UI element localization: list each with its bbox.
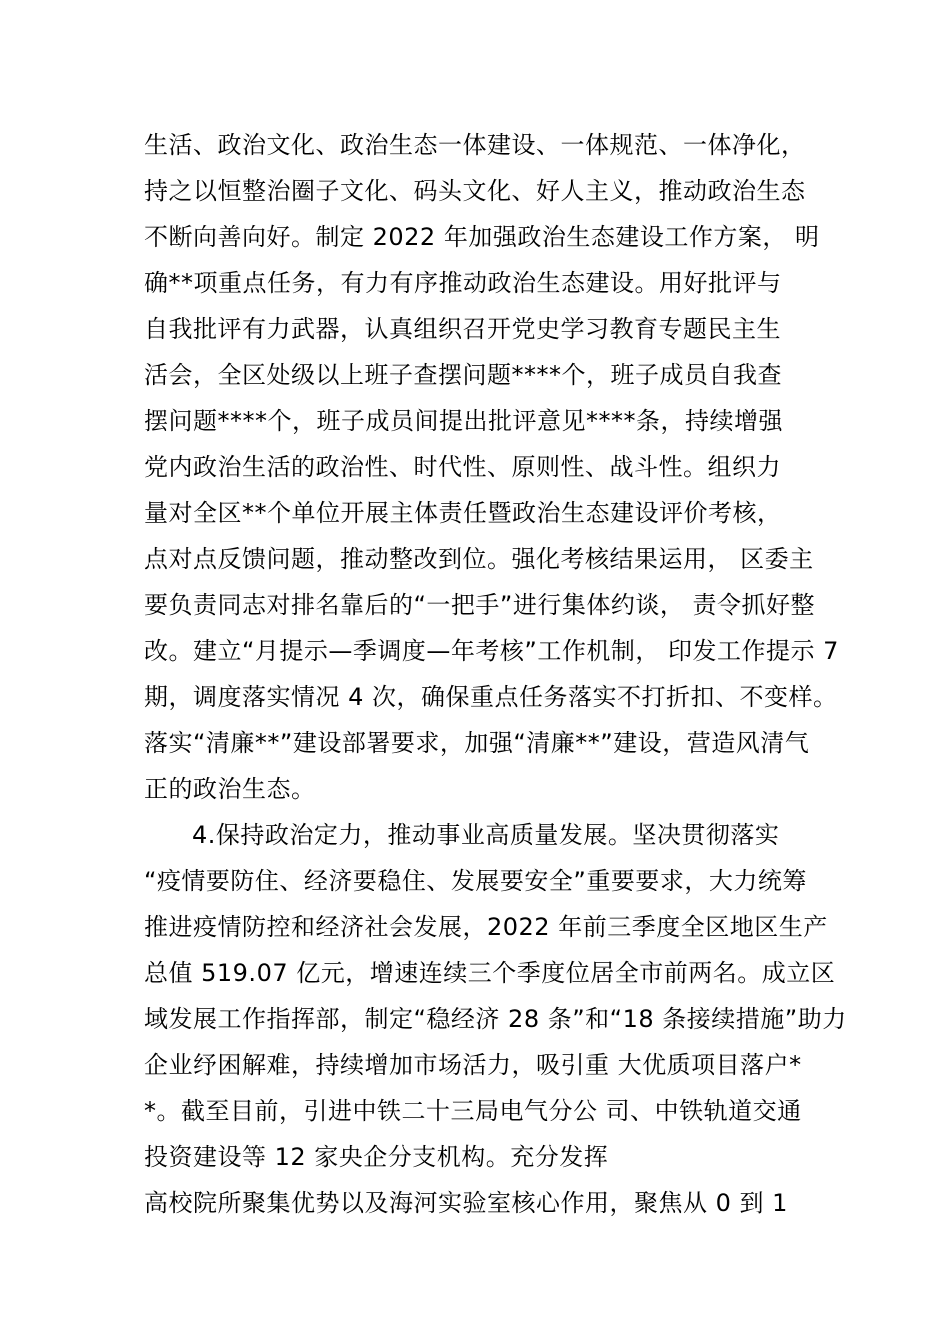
text-line: 点对点反馈问题，推动整改到位。强化考核结果运用， 区委主 [144, 545, 814, 573]
text-line: 高校院所聚集优势以及海河实验室核心作用，聚焦从 0 到 1 [144, 1189, 788, 1217]
text-line: “疫情要防住、经济要稳住、发展要安全”重要要求，大力统筹 [144, 867, 807, 895]
text-line: 期，调度落实情况 4 次，确保重点任务落实不打折扣、不变样。 [144, 683, 838, 711]
text-line: 摆问题****个，班子成员间提出批评意见****条，持续增强 [144, 407, 783, 435]
text-line: 量对全区**个单位开展主体责任暨政治生态建设评价考核， [144, 499, 782, 527]
text-line: *。截至目前，引进中铁二十三局电气分公 司、中铁轨道交通 [144, 1097, 802, 1125]
text-line: 自我批评有力武器，认真组织召开党史学习教育专题民主生 [144, 315, 781, 343]
text-line: 总值 519.07 亿元，增速连续三个季度位居全市前两名。成立区 [144, 959, 836, 987]
text-line: 域发展工作指挥部，制定“稳经济 28 条”和“18 条接续措施”助力 [144, 1005, 847, 1033]
text-line: 推进疫情防控和经济社会发展，2022 年前三季度全区地区生产 [144, 913, 828, 941]
text-line: 正的政治生态。 [144, 775, 316, 803]
paragraph-heading: 4.保持政治定力，推动事业高质量发展。坚决贯彻落实 [192, 821, 780, 849]
text-line: 投资建设等 12 家央企分支机构。充分发挥 [144, 1143, 609, 1171]
text-line: 持之以恒整治圈子文化、码头文化、好人主义，推动政治生态 [144, 177, 806, 205]
text-line: 确**项重点任务，有力有序推动政治生态建设。用好批评与 [144, 269, 782, 297]
text-line: 活会，全区处级以上班子查摆问题****个，班子成员自我查 [144, 361, 782, 389]
text-line: 生活、政治文化、政治生态一体建设、一体规范、一体净化， [144, 131, 806, 159]
text-line: 党内政治生活的政治性、时代性、原则性、战斗性。组织力 [144, 453, 781, 481]
text-line: 要负责同志对排名靠后的“一把手”进行集体约谈， 责令抓好整 [144, 591, 815, 619]
text-line: 改。建立“月提示—季调度—年考核”工作机制， 印发工作提示 7 [144, 637, 839, 665]
text-line: 落实“清廉**”建设部署要求，加强“清廉**”建设，营造风清气 [144, 729, 810, 757]
text-line: 企业纾困解难，持续增加市场活力，吸引重 大优质项目落户* [144, 1051, 802, 1079]
text-line: 不断向善向好。制定 2022 年加强政治生态建设工作方案， 明 [144, 223, 820, 251]
